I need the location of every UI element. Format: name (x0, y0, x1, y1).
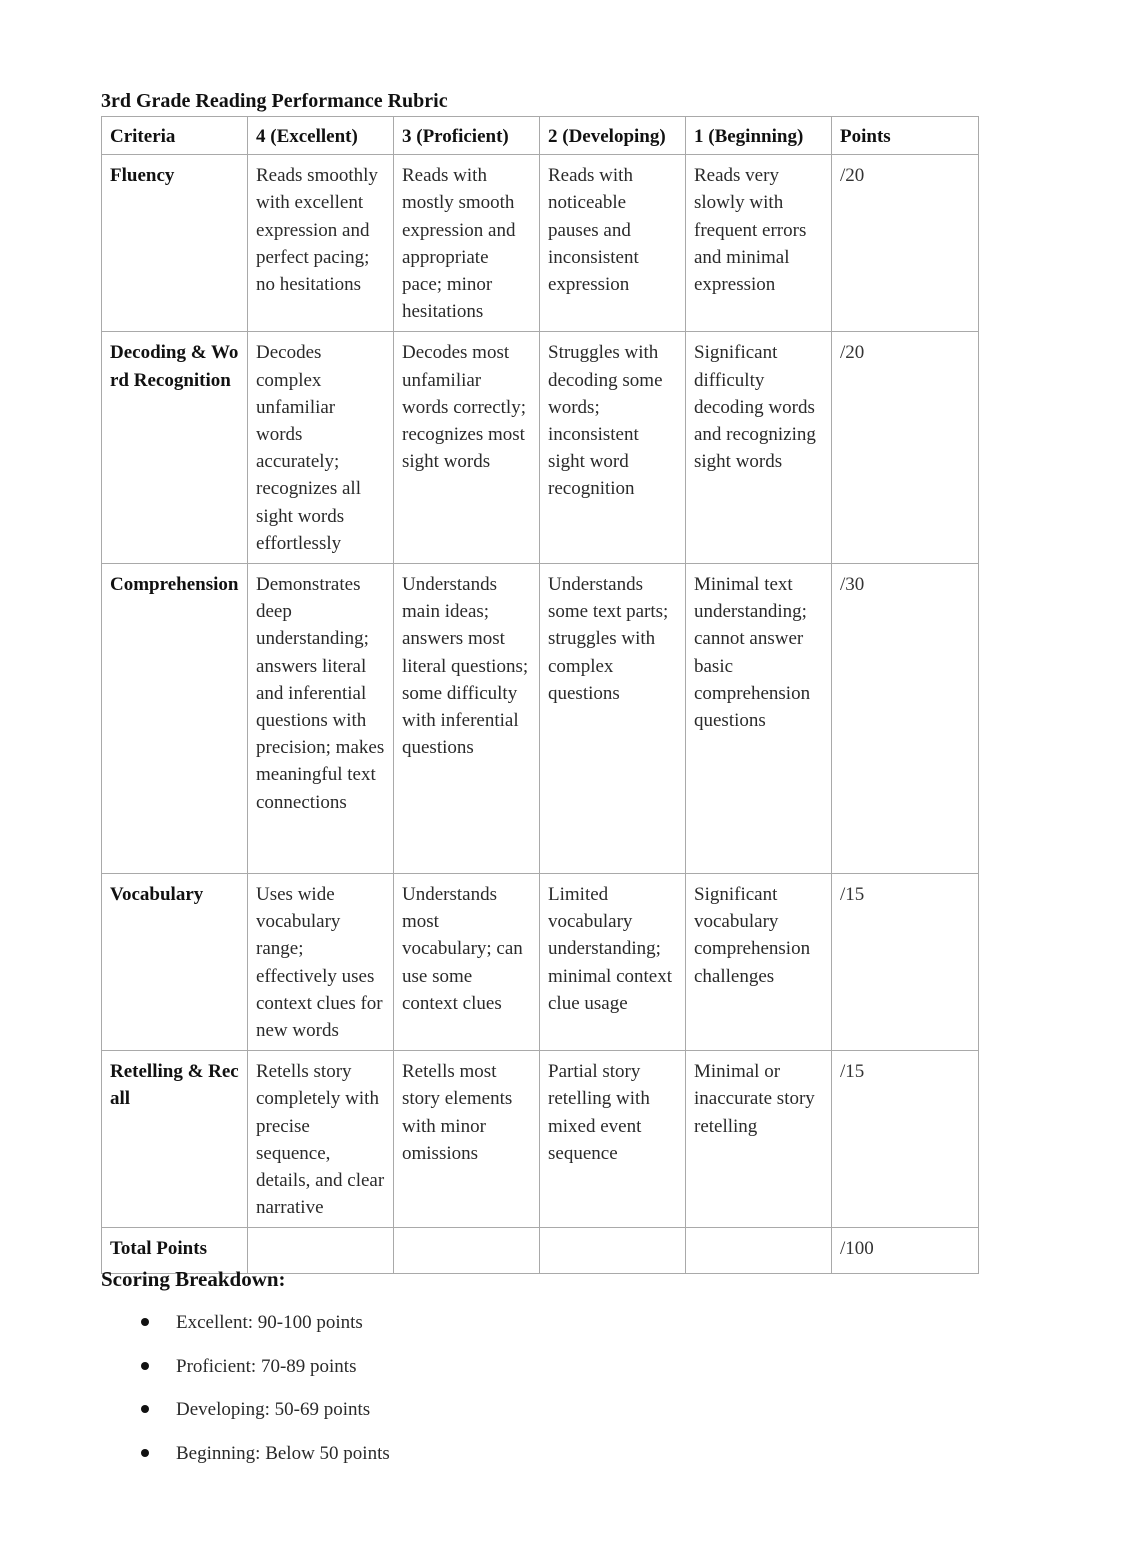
column-header-developing: 2 (Developing) (540, 117, 686, 155)
criteria-cell: Fluency (102, 155, 248, 332)
developing-cell: Reads with noticeable pauses and inconsistent expression (540, 155, 686, 332)
column-header-proficient: 3 (Proficient) (394, 117, 540, 155)
criteria-cell: Comprehension (102, 564, 248, 874)
table-row (102, 332, 979, 564)
column-header-excellent: 4 (Excellent) (248, 117, 394, 155)
list-item (139, 1392, 390, 1436)
beginning-cell: Significant vocabulary comprehension challenges (686, 874, 832, 1051)
beginning-cell: Significant difficulty decoding words and recognizing sight words (686, 332, 832, 564)
points-cell: /20 (832, 332, 979, 564)
proficient-cell: Reads with mostly smooth expression and appropriate pace; minor hesitations (394, 155, 540, 332)
bullet-icon (141, 1362, 149, 1370)
bullet-icon (141, 1318, 149, 1326)
scoring-breakdown-list (139, 1305, 390, 1479)
points-cell: /100 (832, 1228, 979, 1274)
proficient-cell (394, 1228, 540, 1274)
criteria-cell: Decoding & Word Recognition (102, 332, 248, 564)
developing-cell (540, 1228, 686, 1274)
list-item-text: Excellent: 90-100 points (176, 1312, 363, 1333)
list-item (139, 1305, 390, 1349)
criteria-cell: Vocabulary (102, 874, 248, 1051)
proficient-cell: Decodes most unfamiliar words correctly; recognizes most sight words (394, 332, 540, 564)
excellent-cell: Retells story completely with precise sequence, details, and clear narrative (248, 1051, 394, 1228)
bullet-icon (141, 1449, 149, 1457)
beginning-cell: Minimal or inaccurate story retelling (686, 1051, 832, 1228)
table-header-row (102, 117, 979, 155)
column-header-beginning: 1 (Beginning) (686, 117, 832, 155)
list-item-text: Developing: 50-69 points (176, 1399, 371, 1420)
points-cell: /15 (832, 1051, 979, 1228)
scoring-breakdown-title: Scoring Breakdown: (101, 1267, 286, 1291)
table-row (102, 1051, 979, 1228)
beginning-cell (686, 1228, 832, 1274)
developing-cell: Partial story retelling with mixed event sequence (540, 1051, 686, 1228)
beginning-cell: Reads very slowly with frequent errors and minimal expression (686, 155, 832, 332)
excellent-cell: Decodes complex unfamiliar words accurately; recognizes all sight words effortlessly (248, 332, 394, 564)
proficient-cell: Understands most vocabulary; can use some context clues (394, 874, 540, 1051)
list-item-text: Proficient: 70-89 points (176, 1355, 357, 1377)
criteria-cell: Retelling & Recall (102, 1051, 248, 1228)
table-row (102, 564, 979, 874)
excellent-cell: Uses wide vocabulary range; effectively uses context clues for new words (248, 874, 394, 1051)
list-item (139, 1436, 390, 1480)
developing-cell: Understands some text parts; struggles with complex questions (540, 564, 686, 874)
rubric-table (101, 116, 979, 1274)
developing-cell: Limited vocabulary understanding; minimal context clue usage (540, 874, 686, 1051)
column-header-points: Points (832, 117, 979, 155)
table-row (102, 874, 979, 1051)
points-cell: /15 (832, 874, 979, 1051)
beginning-cell: Minimal text understanding; cannot answer basic comprehension questions (686, 564, 832, 874)
proficient-cell: Retells most story elements with minor omissions (394, 1051, 540, 1228)
points-cell: /30 (832, 564, 979, 874)
excellent-cell: Demonstrates deep understanding; answers literal and inferential questions with precision; makes meaningful text connections (248, 564, 394, 874)
column-header-criteria: Criteria (102, 117, 248, 155)
document-title: 3rd Grade Reading Performance Rubric (101, 90, 448, 112)
developing-cell: Struggles with decoding some words; inconsistent sight word recognition (540, 332, 686, 564)
points-cell: /20 (832, 155, 979, 332)
list-item-text: Beginning: Below 50 points (176, 1442, 390, 1464)
excellent-cell: Reads smoothly with excellent expression and perfect pacing; no hesitations (248, 155, 394, 332)
criteria-cell: Total Points (102, 1228, 248, 1274)
proficient-cell: Understands main ideas; answers most literal questions; some difficulty with inferential questions (394, 564, 540, 874)
list-item (139, 1349, 390, 1393)
bullet-icon (141, 1405, 149, 1413)
table-row (102, 155, 979, 332)
